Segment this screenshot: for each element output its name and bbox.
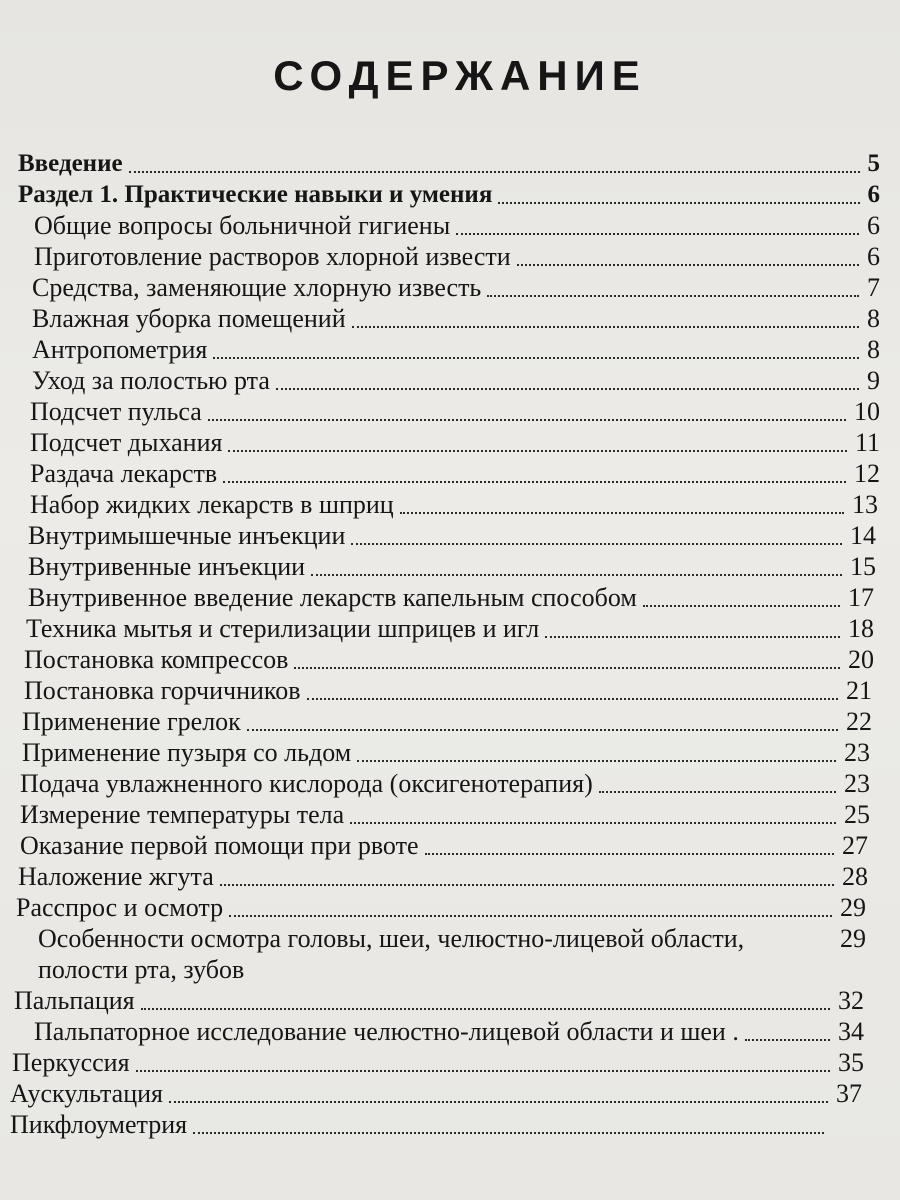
toc-entry-page-number: 7 bbox=[867, 273, 880, 302]
toc-entry-title: Антропометрия bbox=[32, 335, 208, 364]
toc-entry-title: Оказание первой помощи при рвоте bbox=[20, 831, 419, 860]
toc-entry-page-number: 12 bbox=[854, 459, 880, 488]
toc-entry-title: Наложение жгута bbox=[18, 862, 214, 891]
toc-entry-title: Техника мытья и стерилизации шприцев и игл bbox=[26, 614, 540, 643]
toc-entry bbox=[0, 551, 900, 582]
toc-entry-page-number: 14 bbox=[850, 521, 876, 550]
dot-leader bbox=[228, 450, 847, 452]
toc-entry-page-number: 6 bbox=[867, 211, 880, 240]
dot-leader bbox=[352, 326, 859, 328]
dot-leader bbox=[745, 1039, 830, 1041]
dot-leader bbox=[400, 512, 844, 514]
toc-entry bbox=[0, 210, 900, 241]
toc-entry-page-number: 21 bbox=[846, 676, 872, 705]
dot-leader bbox=[545, 636, 840, 638]
toc-entry bbox=[0, 1078, 900, 1109]
toc-entry-title: Применение грелок bbox=[22, 707, 241, 736]
dot-leader bbox=[247, 729, 838, 731]
toc-entry-page-number: 15 bbox=[850, 552, 876, 581]
dot-leader bbox=[517, 264, 859, 266]
dot-leader bbox=[136, 1070, 830, 1072]
toc-entry bbox=[0, 892, 900, 923]
toc-entry bbox=[0, 334, 900, 365]
toc-entry-title: Подсчет пульса bbox=[30, 397, 202, 426]
toc-entry-page-number: 29 bbox=[840, 924, 866, 953]
dot-leader bbox=[487, 295, 859, 297]
toc-entry-title: Постановка горчичников bbox=[24, 676, 301, 705]
dot-leader bbox=[223, 481, 846, 483]
toc-entry-title: Введение bbox=[18, 150, 123, 177]
toc-entry bbox=[0, 768, 900, 799]
dot-leader bbox=[311, 574, 842, 576]
toc-entry-title: Подсчет дыхания bbox=[30, 428, 223, 457]
toc-entry-page-number: 35 bbox=[838, 1048, 864, 1077]
toc-entry-page-number: 8 bbox=[867, 335, 880, 364]
toc-entry bbox=[0, 148, 900, 179]
toc-entry-page-number: 23 bbox=[844, 769, 870, 798]
dot-leader bbox=[351, 543, 842, 545]
toc-entry-page-number: 28 bbox=[842, 862, 868, 891]
toc-entry bbox=[0, 675, 900, 706]
toc-entry-page-number: 20 bbox=[848, 645, 874, 674]
dot-leader bbox=[498, 202, 859, 204]
toc-entry-page-number: 18 bbox=[848, 614, 874, 643]
toc-entry-page-number: 5 bbox=[867, 150, 880, 177]
toc-entry-title: Средства, заменяющие хлорную известь bbox=[32, 273, 482, 302]
toc-entry-page-number: 9 bbox=[867, 366, 880, 395]
toc-entry bbox=[0, 799, 900, 830]
toc-entry-title: Внутривенные инъекции bbox=[28, 552, 306, 581]
table-of-contents bbox=[0, 148, 900, 1140]
toc-entry-title: Общие вопросы больничной гигиены bbox=[34, 211, 451, 240]
toc-entry-page-number: 27 bbox=[842, 831, 868, 860]
dot-leader bbox=[220, 884, 834, 886]
dot-leader bbox=[141, 1008, 830, 1010]
toc-entry bbox=[0, 1016, 900, 1047]
toc-entry bbox=[0, 613, 900, 644]
dot-leader bbox=[193, 1132, 824, 1134]
dot-leader bbox=[129, 171, 860, 173]
toc-entry-page-number: 23 bbox=[844, 738, 870, 767]
toc-entry-title: Измерение температуры тела bbox=[20, 800, 345, 829]
toc-entry-title: Расспрос и осмотр bbox=[16, 893, 224, 922]
toc-entry-title: Внутримышечные инъекции bbox=[28, 521, 346, 550]
dot-leader bbox=[456, 233, 859, 235]
toc-entry bbox=[0, 582, 900, 613]
toc-entry-title: Пальпаторное исследование челюстно-лицевой области и шеи . bbox=[34, 1017, 739, 1046]
toc-entry-page-number: 37 bbox=[836, 1079, 862, 1108]
toc-entry bbox=[0, 861, 900, 892]
toc-entry-title: Подача увлажненного кислорода (оксигенотерапия) bbox=[20, 769, 593, 798]
toc-entry bbox=[0, 923, 900, 985]
dot-leader bbox=[425, 853, 835, 855]
toc-entry bbox=[0, 737, 900, 768]
toc-entry-page-number: 22 bbox=[846, 707, 872, 736]
toc-entry-title: Раздел 1. Практические навыки и умения bbox=[18, 181, 493, 208]
dot-leader bbox=[643, 605, 840, 607]
toc-entry-page-number: 29 bbox=[840, 893, 866, 922]
toc-entry bbox=[0, 396, 900, 427]
toc-entry-page-number: 8 bbox=[867, 304, 880, 333]
page-title: СОДЕРЖАНИЕ bbox=[273, 52, 647, 99]
toc-entry-title: Аускультация bbox=[10, 1079, 163, 1108]
toc-entry bbox=[0, 985, 900, 1016]
dot-leader bbox=[169, 1101, 828, 1103]
toc-entry bbox=[0, 427, 900, 458]
toc-entry bbox=[0, 303, 900, 334]
toc-entry-page-number: 32 bbox=[838, 986, 864, 1015]
toc-entry-title: Постановка компрессов bbox=[24, 645, 289, 674]
dot-leader bbox=[357, 760, 836, 762]
dot-leader bbox=[276, 388, 859, 390]
toc-entry-title: Применение пузыря со льдом bbox=[22, 738, 352, 767]
dot-leader bbox=[350, 822, 836, 824]
toc-entry-page-number: 6 bbox=[867, 242, 880, 271]
toc-entry-title: Особенности осмотра головы, шеи, челюстно-лицевой области, полости рта, зубов bbox=[38, 924, 745, 984]
toc-entry-title: Набор жидких лекарств в шприц bbox=[30, 490, 394, 519]
toc-entry bbox=[0, 644, 900, 675]
toc-entry bbox=[0, 241, 900, 272]
dot-leader bbox=[294, 667, 840, 669]
toc-entry-page-number: 11 bbox=[854, 428, 880, 457]
toc-entry-page-number: 25 bbox=[844, 800, 870, 829]
toc-entry-page-number: 6 bbox=[867, 181, 880, 208]
toc-entry-title: Влажная уборка помещений bbox=[32, 304, 346, 333]
toc-entry-page-number: 34 bbox=[838, 1017, 864, 1046]
toc-entry-page-number: 13 bbox=[852, 490, 878, 519]
toc-entry bbox=[0, 458, 900, 489]
toc-entry bbox=[0, 179, 900, 210]
toc-entry-title: Уход за полостью рта bbox=[32, 366, 270, 395]
toc-entry bbox=[0, 520, 900, 551]
toc-entry-title: Приготовление растворов хлорной извести bbox=[34, 242, 511, 271]
dot-leader bbox=[213, 357, 859, 359]
toc-entry-title: Пальпация bbox=[14, 986, 135, 1015]
toc-entry bbox=[0, 489, 900, 520]
toc-entry-title: Внутривенное введение лекарств капельным способом bbox=[28, 583, 637, 612]
dot-leader bbox=[208, 419, 846, 421]
dot-leader bbox=[229, 915, 832, 917]
toc-entry-title: Перкуссия bbox=[12, 1048, 130, 1077]
toc-entry bbox=[0, 1109, 900, 1140]
toc-entry bbox=[0, 272, 900, 303]
toc-entry-page-number: 17 bbox=[848, 583, 874, 612]
toc-entry-page-number: 10 bbox=[854, 397, 880, 426]
toc-entry bbox=[0, 830, 900, 861]
toc-entry bbox=[0, 706, 900, 737]
toc-entry bbox=[0, 365, 900, 396]
toc-entry-title: Раздача лекарств bbox=[30, 459, 218, 488]
dot-leader bbox=[599, 791, 836, 793]
toc-entry bbox=[0, 1047, 900, 1078]
toc-entry-title: Пикфлоуметрия bbox=[10, 1110, 188, 1139]
dot-leader bbox=[307, 698, 838, 700]
